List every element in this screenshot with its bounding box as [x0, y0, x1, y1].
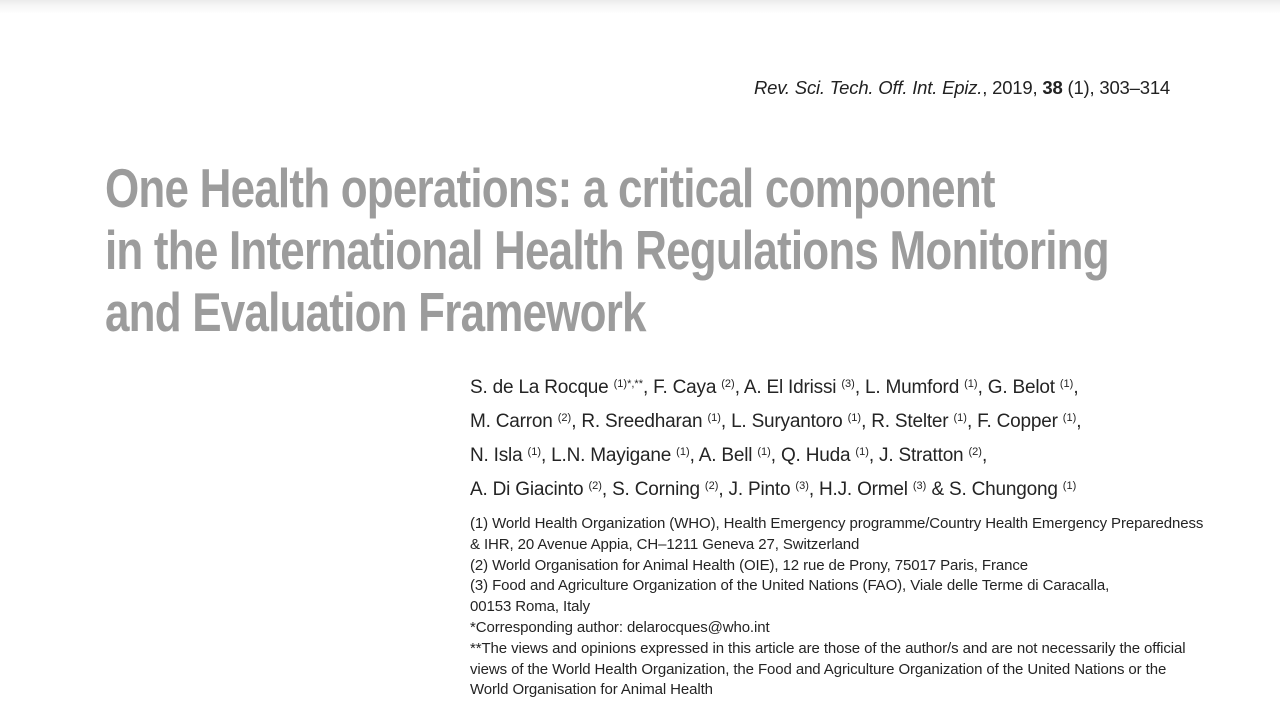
affiliations-list	[470, 514, 1203, 618]
footnote-disclaimer-line: views of the World Health Organization, the Food and Agriculture Organization of the United Nations or the	[470, 660, 1167, 678]
footnote-disclaimer-line: World Organisation for Animal Health	[470, 681, 713, 699]
author-line: A. Di Giacinto $^{(2)}$, S. Corning $^{(2)}$, J. Pinto $^{(3)}$, H.J. Ormel $^{(3)}$ & S. Chungong $^{(1)}$	[470, 479, 1077, 500]
author-line: N. Isla $^{(1)}$, L.N. Mayigane $^{(1)}$, A. Bell $^{(1)}$, Q. Huda $^{(1)}$, J. Stratton $^{(2)}$,	[470, 445, 988, 466]
title-line-3: and Evaluation Framework	[105, 281, 646, 343]
affiliations-and-footnotes	[470, 514, 1203, 701]
journal-reference: Rev. Sci. Tech. Off. Int. Epiz., 2019, 38 (1), 303–314	[754, 77, 1170, 98]
page-top-shadow	[0, 0, 1280, 14]
authors-list	[470, 372, 1081, 508]
affiliation-line: (1) World Health Organization (WHO), Health Emergency programme/Country Health Emergency Preparedness	[470, 515, 1204, 532]
affiliation-line: (2) World Organisation for Animal Health (OIE), 12 rue de Prony, 75017 Paris, France	[470, 556, 1028, 574]
footnote-corresponding-author: *Corresponding author: delarocques@who.int	[470, 618, 770, 636]
affiliation-line: & IHR, 20 Avenue Appia, CH–1211 Geneva 27, Switzerland	[470, 535, 860, 553]
affiliation-line: 00153 Roma, Italy	[470, 598, 591, 616]
article-title	[105, 157, 1280, 343]
title-line-1: One Health operations: a critical component	[105, 157, 995, 219]
author-line: S. de La Rocque $^{(1)*,**}$, F. Caya $^{(2)}$, A. El Idrissi $^{(3)}$, L. Mumford $^{(1)}$, G. Belot $^{(1)}$,	[470, 377, 1079, 398]
footnote-disclaimer-line: **The views and opinions expressed in this article are those of the author/s and are not necessarily the official	[470, 639, 1186, 657]
footnotes-list	[470, 618, 1203, 701]
affiliation-line: (3) Food and Agriculture Organization of the United Nations (FAO), Viale delle Terme di Caracalla,	[470, 577, 1110, 595]
title-line-2: in the International Health Regulations Monitoring	[105, 219, 1109, 281]
author-line: M. Carron $^{(2)}$, R. Sreedharan $^{(1)}$, L. Suryantoro $^{(1)}$, R. Stelter $^{(1)}$, F. Copper $^{(1)}$,	[470, 411, 1082, 432]
